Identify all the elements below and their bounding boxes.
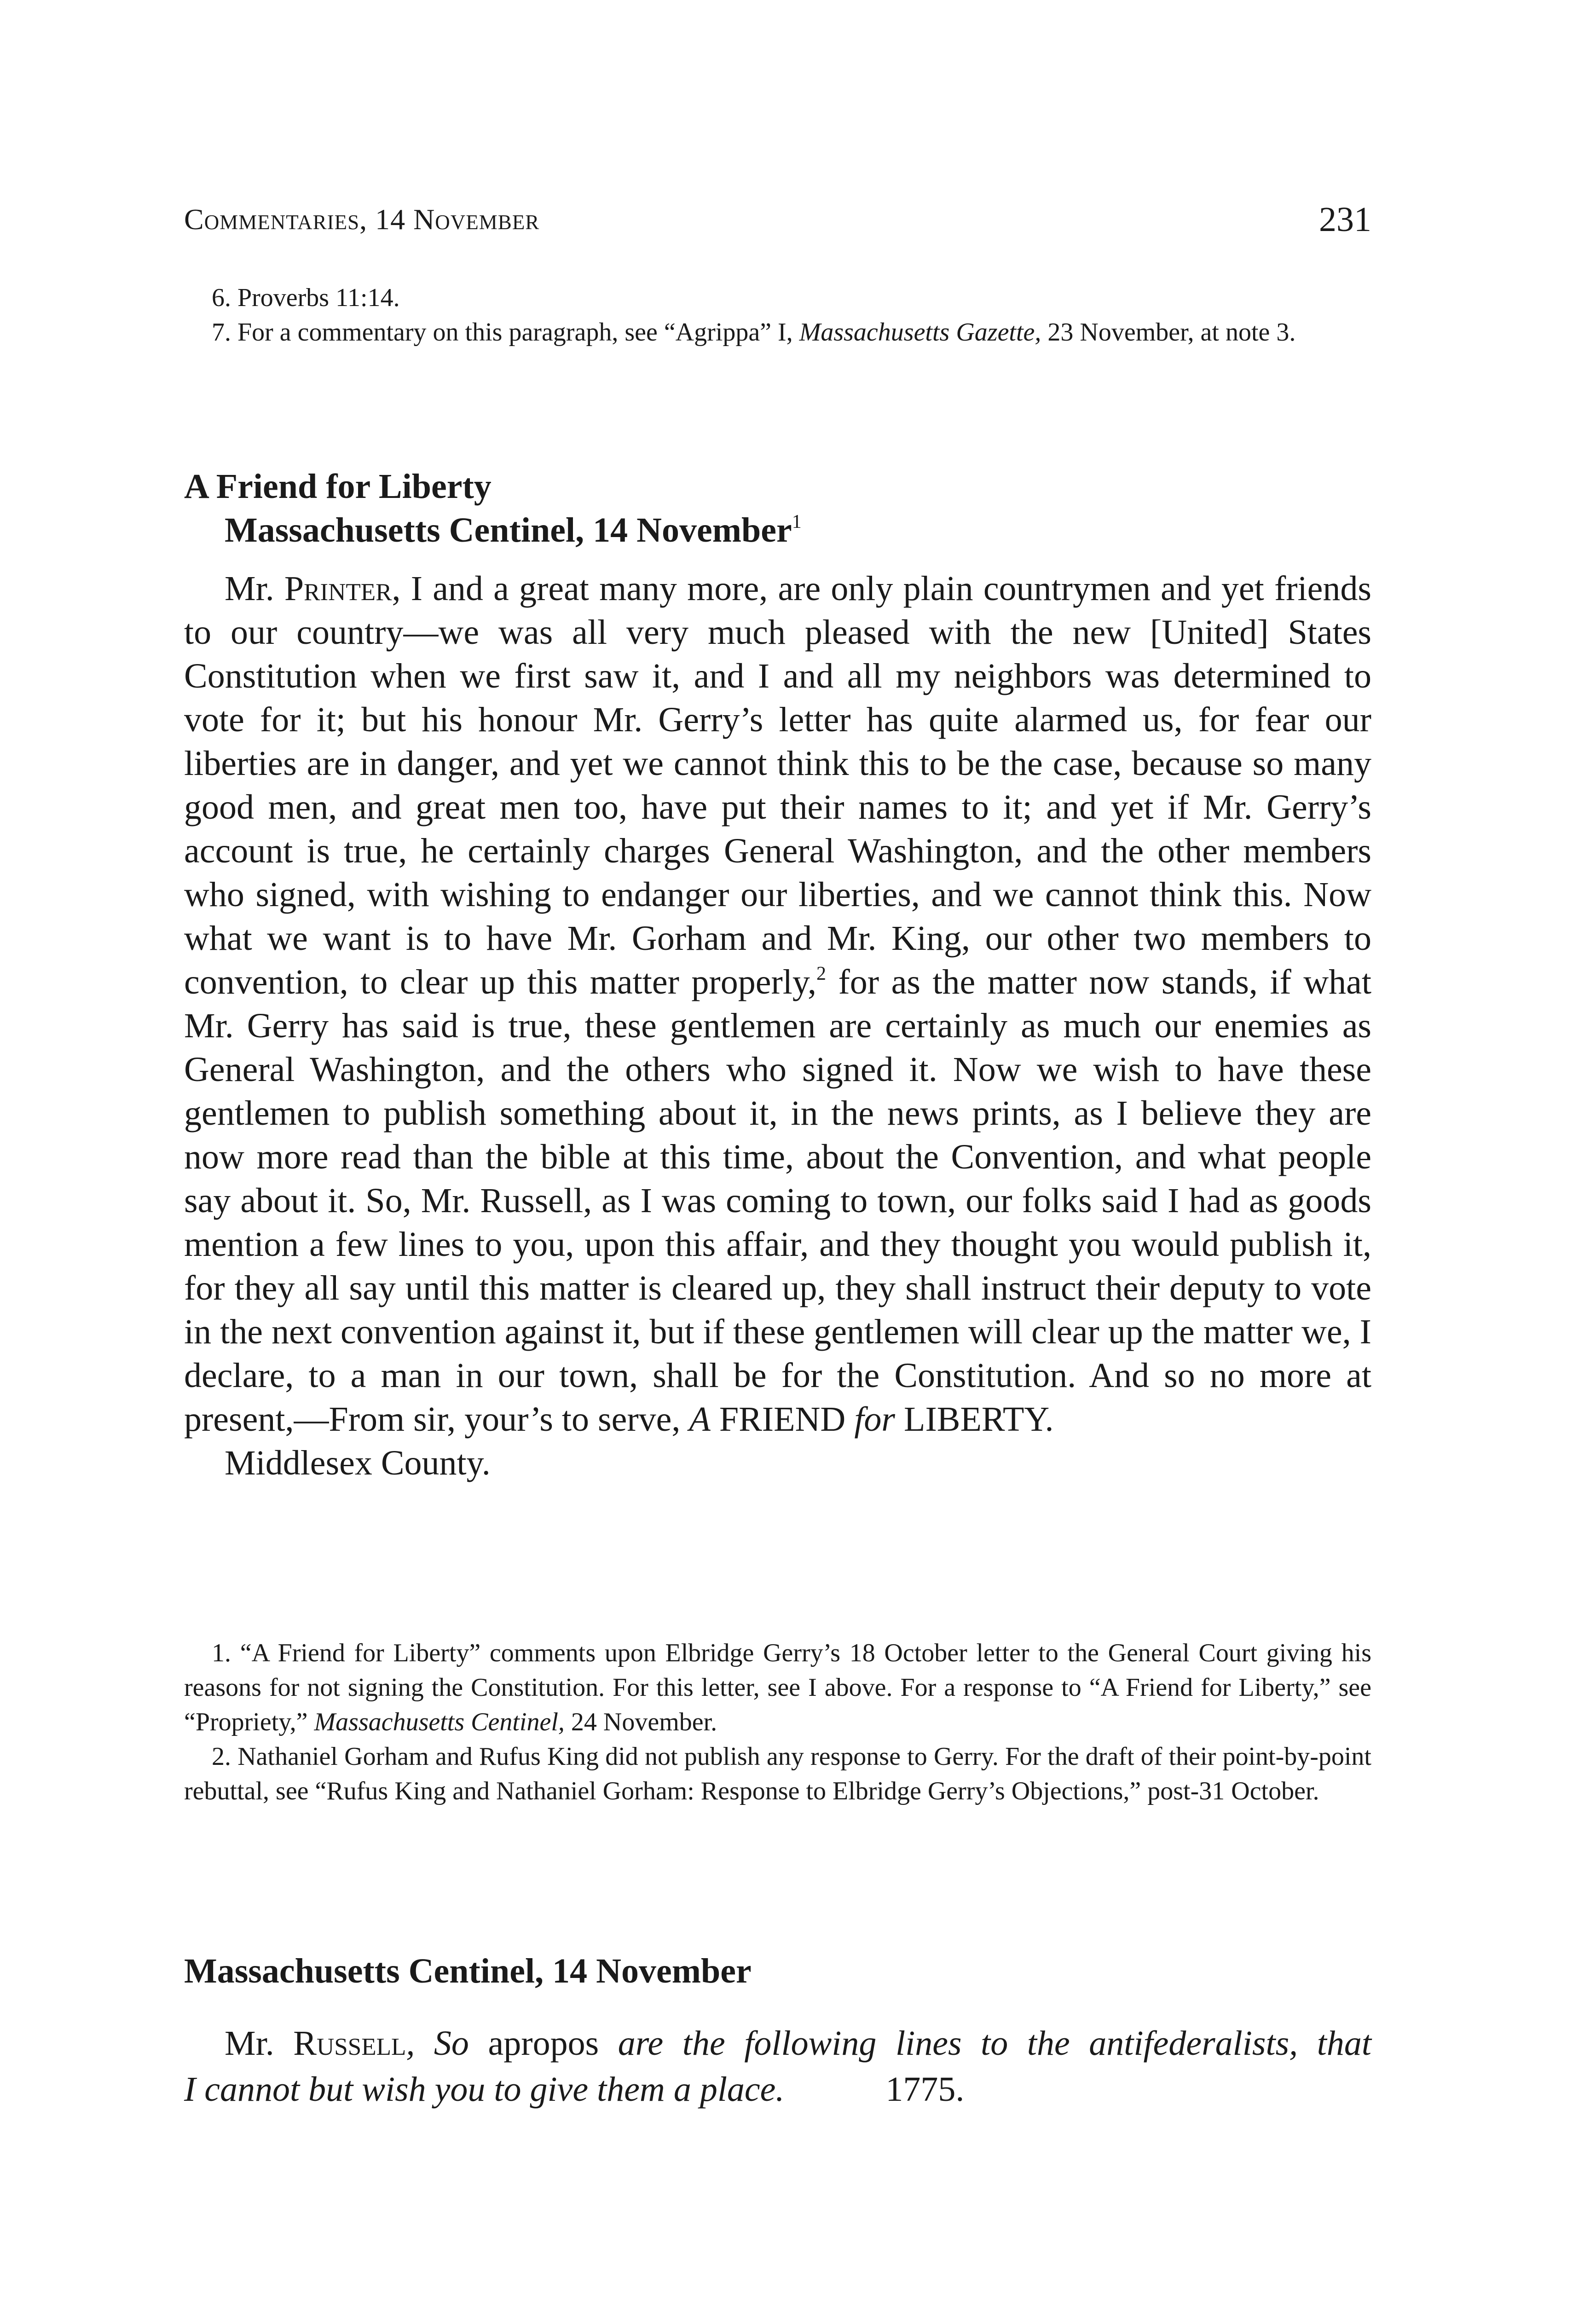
footnote-1-text: 1. “A Friend for Liberty” comments upon Elbridge Gerry’s 18 October letter to the General Court giving his reasons for not signing the Constitution. For this letter, see I above. For a response to “A Friend for Liberty,” see “Propriety,” — [184, 1639, 1371, 1736]
intro-name: Russell — [293, 2024, 406, 2063]
signature-a: A — [689, 1400, 711, 1439]
section-intro — [184, 2020, 1371, 2112]
footnote-1 — [184, 1636, 1371, 1740]
intro-year: 1775. — [885, 2070, 965, 2109]
article-title: A Friend for Liberty — [184, 467, 492, 506]
intro-apropos: apropos — [468, 2024, 618, 2063]
article-source-text: Massachusetts Centinel, 14 November — [225, 511, 792, 549]
intro-so: , So — [406, 2024, 469, 2063]
running-head-text: Commentaries, 14 November — [184, 203, 540, 236]
page-number: 231 — [1319, 200, 1371, 239]
article-paragraph — [184, 567, 1371, 1441]
intro-line-1 — [184, 2020, 1371, 2066]
signature-friend: FRIEND — [710, 1400, 855, 1439]
signature-liberty: LIBERTY. — [895, 1400, 1054, 1439]
body-text-a: , I and a great many more, are only plain countrymen and yet friends to our country—we was all very much pleased with the new [United] States Constitution when we first saw it, and I and all my neighbors was determined to vote for it; but his honour Mr. Gerry’s letter has quite alarmed us, for fear our liberties are in danger, and yet we cannot think this to be the case, because so many good men, and great men too, have put their names to it; and yet if Mr. Gerry’s account is true, he certainly charges General Washington, and the other members who signed, with wishing to endanger our liberties, and we cannot think this. Now what we want is to have Mr. Gorham and Mr. King, our other two members to convention, to clear up this matter properly, — [184, 569, 1371, 1001]
intro-line-2-italic: I cannot but wish you to give them a place. — [184, 2070, 785, 2109]
intro-line-2 — [184, 2066, 1371, 2112]
intro-line-1-italic: are the following lines to the antifederalists, that — [618, 2024, 1372, 2063]
footnote-7-source: Massachusetts Gazette, — [799, 318, 1041, 347]
running-head — [184, 202, 539, 237]
note-ref-2: 2 — [816, 963, 826, 984]
body-text-b: for as the matter now stands, if what Mr. Gerry has said is true, these gentlemen are certainly as much our enemies as General Washington, and the others who signed it. Now we wish to have these gentlemen to publish something about it, in the news prints, as I believe they are now more read than the bible at this time, about the Convention, and what people say about it. So, Mr. Russell, as I was coming to town, our folks said I had as goods mention a few lines to you, upon this affair, and they thought you would publish it, for they all say until this matter is cleared up, they shall instruct their deputy to vote in the next convention against it, but if these gentlemen will clear up the matter we, I declare, to a man in our town, shall be for the Constitution. And so no more at present,—From sir, your’s to serve, — [184, 963, 1372, 1439]
article-title-block — [184, 465, 1371, 552]
footnote-1-source: Massachusetts Centinel, — [314, 1708, 565, 1736]
salutation-name: Printer — [284, 569, 392, 608]
footnote-6: 6. Proverbs 11:14. — [212, 283, 400, 312]
note-ref-1: 1 — [792, 511, 802, 532]
section-title: Massachusetts Centinel, 14 November — [184, 1952, 752, 1990]
footnote-7 — [184, 315, 1371, 350]
article-source — [184, 509, 1371, 552]
article-footnotes — [184, 1636, 1371, 1809]
signature-for: for — [854, 1400, 896, 1439]
footnote-7-text: 7. For a commentary on this paragraph, see “Agrippa” I, — [212, 318, 799, 347]
footnote-7-tail: 23 November, at note 3. — [1041, 318, 1296, 347]
page-header — [184, 202, 1371, 253]
top-footnotes — [184, 281, 1371, 350]
footnote-1-tail: 24 November. — [564, 1708, 717, 1736]
article-body — [184, 567, 1371, 1485]
footnote-2: 2. Nathaniel Gorham and Rufus King did not publish any response to Gerry. For the draft of their point-by-point rebuttal, see “Rufus King and Nathaniel Gorham: Response to Elbridge Gerry’s Objections,” post-31 October. — [184, 1742, 1371, 1805]
intro-mr: Mr. — [225, 2024, 294, 2063]
signature-place: Middlesex County. — [225, 1444, 491, 1482]
salutation-mr: Mr. — [225, 569, 284, 608]
